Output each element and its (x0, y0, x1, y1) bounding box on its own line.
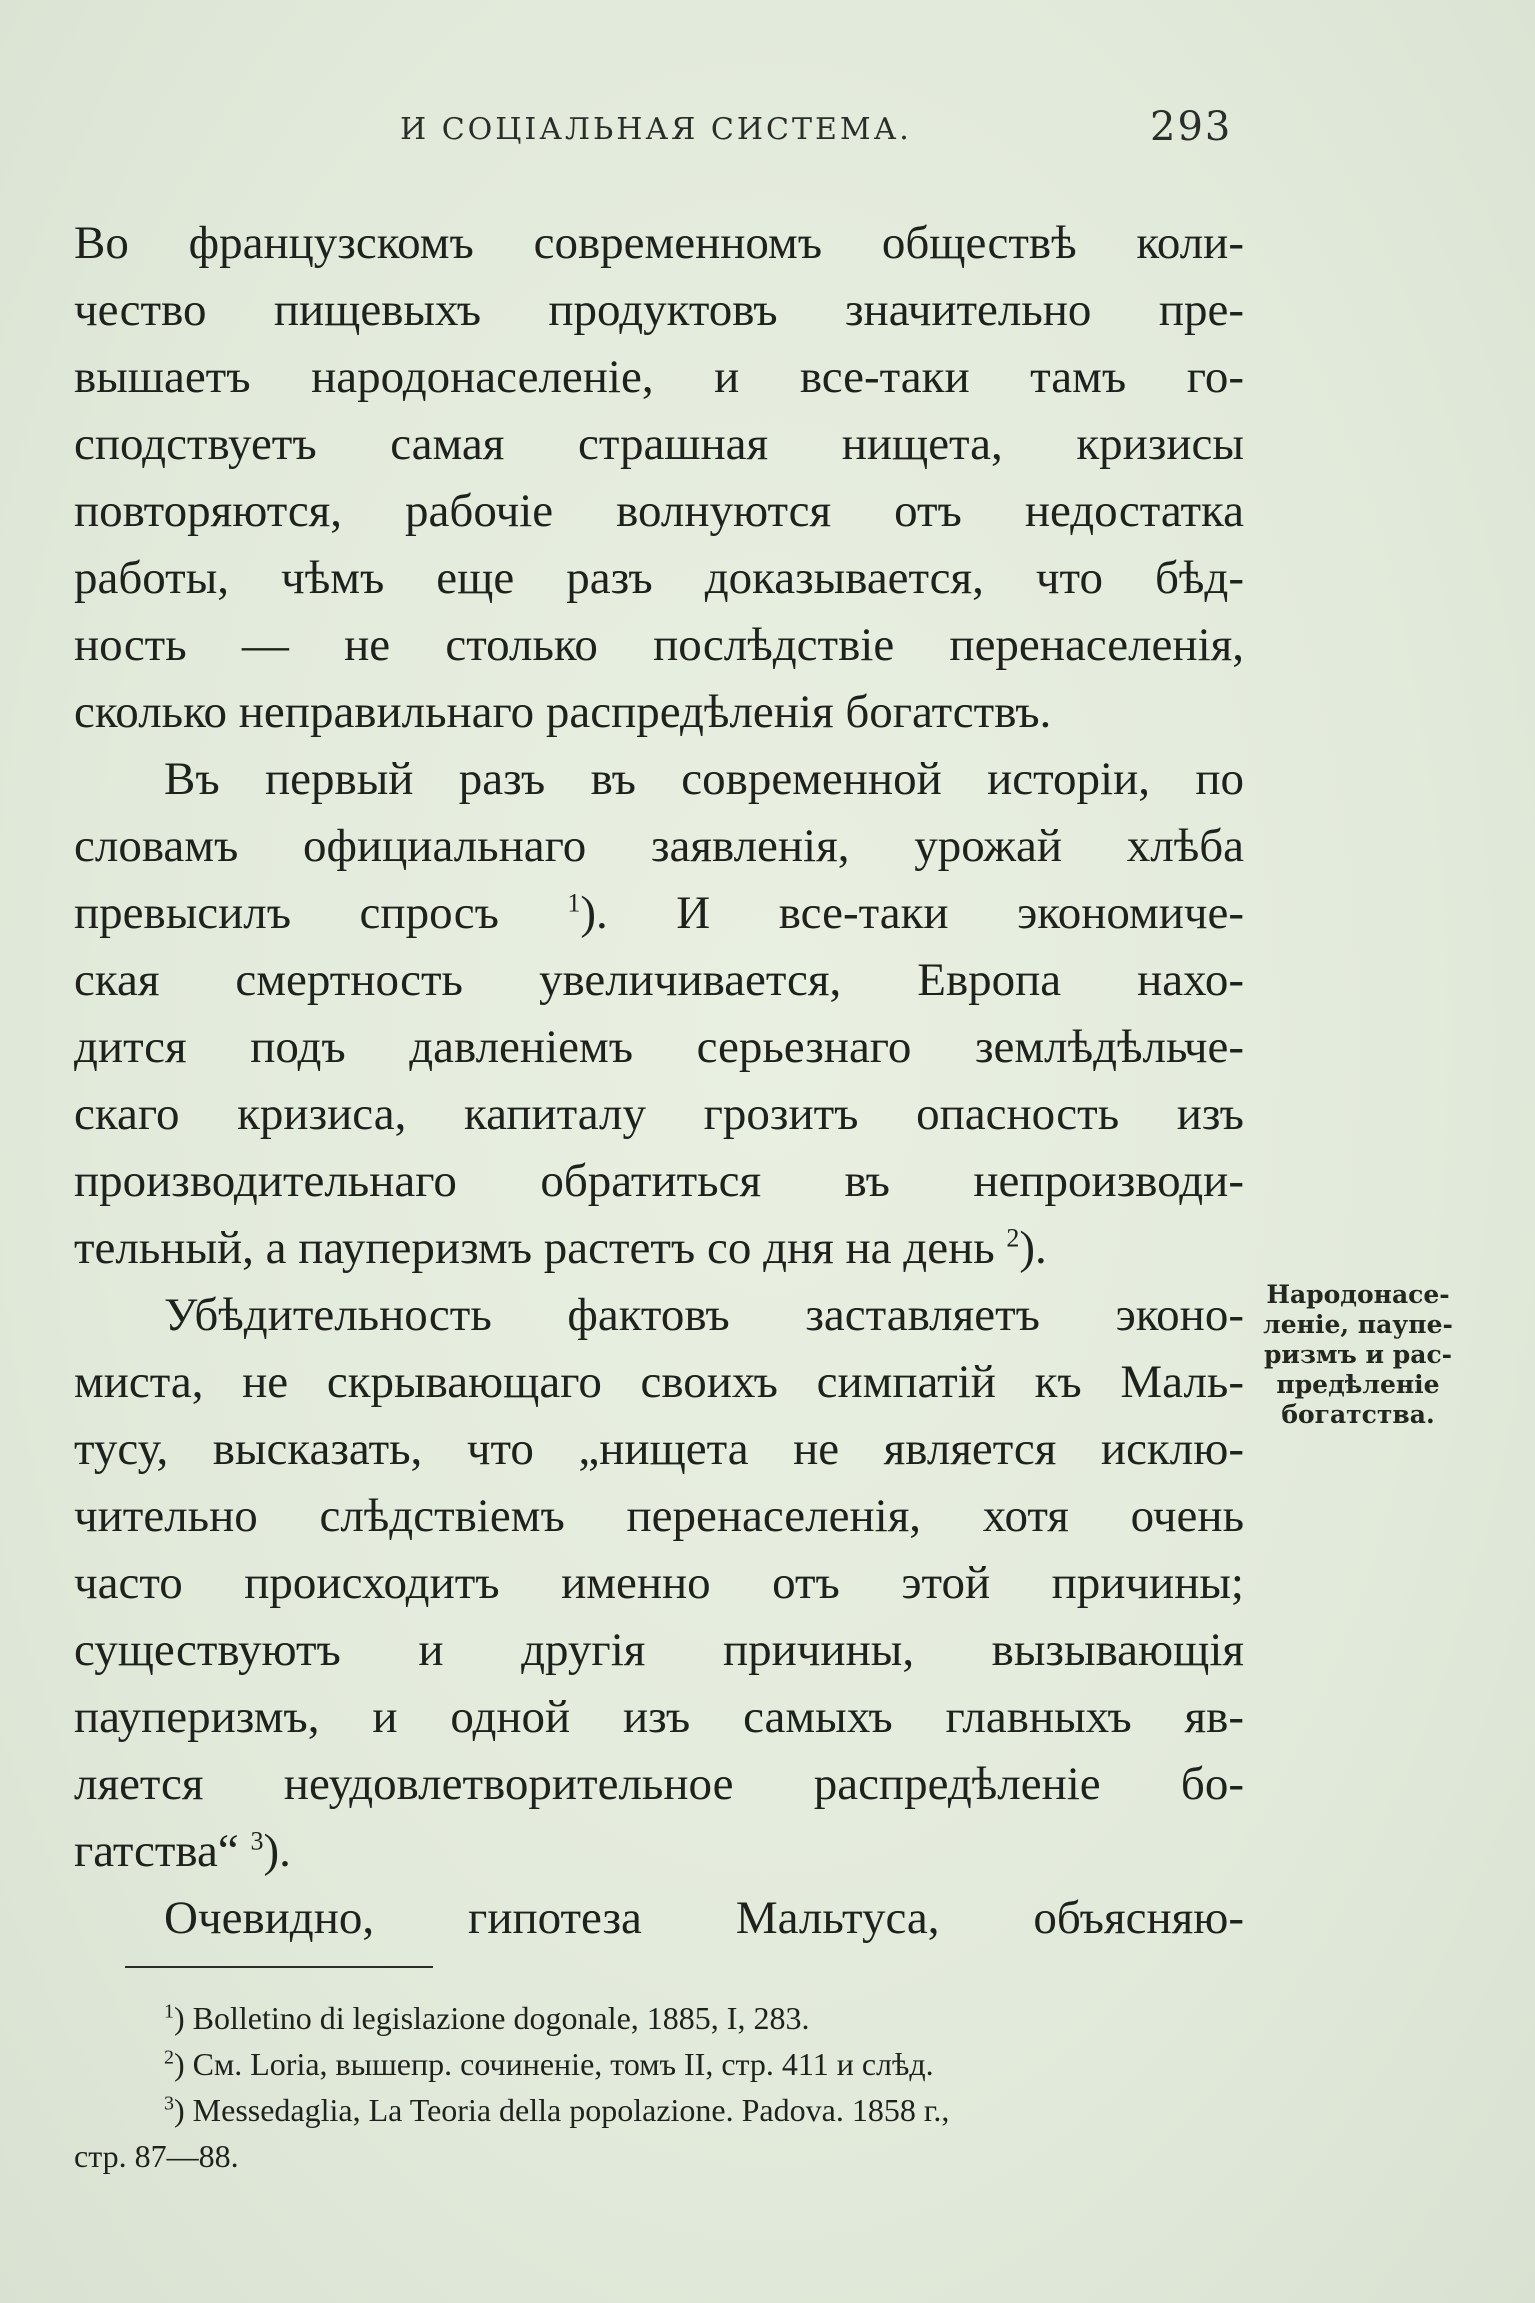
text-line: чество пищевыхъ продуктовъ значительно пре- (74, 284, 1244, 336)
footnote-ref: 3 (250, 1826, 264, 1856)
text-run: превысилъ спросъ (74, 887, 568, 939)
text-line: работы, чѣмъ еще разъ доказывается, что бѣд- (74, 552, 1244, 604)
text-line: Въ первый разъ въ современной исторiи, по (164, 753, 1244, 805)
text-run: гатства“ (74, 1825, 251, 1877)
text-run: ). (263, 1825, 291, 1877)
footnote-divider (125, 1966, 433, 1968)
margin-note-line: предѣленiе (1276, 1370, 1440, 1399)
footnote (74, 2041, 1244, 2087)
text-line: тусу, высказать, что „нищета не является исклю- (74, 1423, 1244, 1475)
paragraph-3 (74, 1282, 1244, 1885)
text-line: ская смертность увеличивается, Европа нахо- (74, 954, 1244, 1006)
text-line: часто происходитъ именно отъ этой причины; (74, 1557, 1244, 1609)
text-line: сподствуетъ самая страшная нищета, кризисы (74, 418, 1244, 470)
text-run: тельный, а пауперизмъ растетъ со дня на день (74, 1222, 1007, 1274)
text-line: существуютъ и другiя причины, вызывающiя (74, 1624, 1244, 1676)
text-line: повторяются, рабочiе волнуются отъ недостатка (74, 485, 1244, 537)
text-line: миста, не скрывающаго своихъ симпатiй къ Маль- (74, 1356, 1244, 1408)
footnote-text: ) Messedaglia, La Teoria della popolazione. Padova. 1858 г., (174, 2092, 950, 2128)
text-line: Очевидно, гипотеза Мальтуса, объясняю- (164, 1892, 1244, 1944)
paragraph-1 (74, 210, 1244, 746)
text-line: вышаетъ народонаселенiе, и все-таки тамъ го- (74, 351, 1244, 403)
footnote-mark: 3 (164, 2092, 174, 2115)
margin-note-line: ризмъ и рас- (1263, 1340, 1453, 1369)
text-line: пауперизмъ, и одной изъ самыхъ главныхъ яв- (74, 1691, 1244, 1743)
body-text (74, 210, 1244, 1952)
text-line: чительно слѣдствiемъ перенаселенiя, хотя очень (74, 1490, 1244, 1542)
footnote-mark: 2 (164, 2046, 174, 2069)
text-line: ляется неудовлетворительное распредѣленiе бо- (74, 1758, 1244, 1810)
footnote (74, 1995, 1244, 2041)
text-line: дится подъ давленiемъ серьезнаго землѣдѣльче- (74, 1021, 1244, 1073)
text-line: производительнаго обратиться въ непроизводи- (74, 1155, 1244, 1207)
text-run: ). (1019, 1222, 1047, 1274)
text-line (74, 1215, 1244, 1282)
footnote-mark: 1 (164, 2000, 174, 2023)
text-line (74, 1818, 1244, 1885)
paragraph-2 (74, 746, 1244, 1282)
footnote (74, 2087, 1244, 2133)
running-head: И СОЦIАЛЬНАЯ СИСТЕМА. (400, 112, 912, 147)
footnote-ref: 1 (567, 888, 581, 918)
text-line: сколько неправильнаго распредѣленiя богатствъ. (74, 686, 1052, 738)
footnote-ref: 2 (1006, 1223, 1020, 1253)
margin-note-line: ленiе, паупе- (1263, 1310, 1453, 1339)
footnote-continuation: стр. 87—88. (74, 2138, 239, 2174)
footnotes (74, 1995, 1244, 2179)
page-number: 293 (1150, 104, 1233, 150)
footnote-text: ) См. Loria, вышепр. сочиненiе, томъ II, стр. 411 и слѣд. (174, 2046, 934, 2082)
margin-note-line: богатства. (1281, 1400, 1435, 1429)
paragraph-4 (74, 1885, 1244, 1952)
text-line: Во французскомъ современномъ обществѣ коли- (74, 217, 1244, 269)
text-line: скаго кризиса, капиталу грозитъ опасность изъ (74, 1088, 1244, 1140)
text-line: ность — не столько послѣдствiе перенаселенiя, (74, 619, 1244, 671)
footnote-text: ) Bolletino di legislazione dogonale, 1885, I, 283. (174, 2000, 810, 2036)
margin-note (1258, 1280, 1458, 1430)
text-line: словамъ официальнаго заявленiя, урожай хлѣба (74, 820, 1244, 872)
margin-note-line: Народонасе- (1266, 1280, 1450, 1309)
text-run: ). И все-таки экономиче- (580, 887, 1244, 939)
text-line (74, 880, 1244, 947)
text-line: Убѣдительность фактовъ заставляетъ эконо- (164, 1289, 1244, 1341)
